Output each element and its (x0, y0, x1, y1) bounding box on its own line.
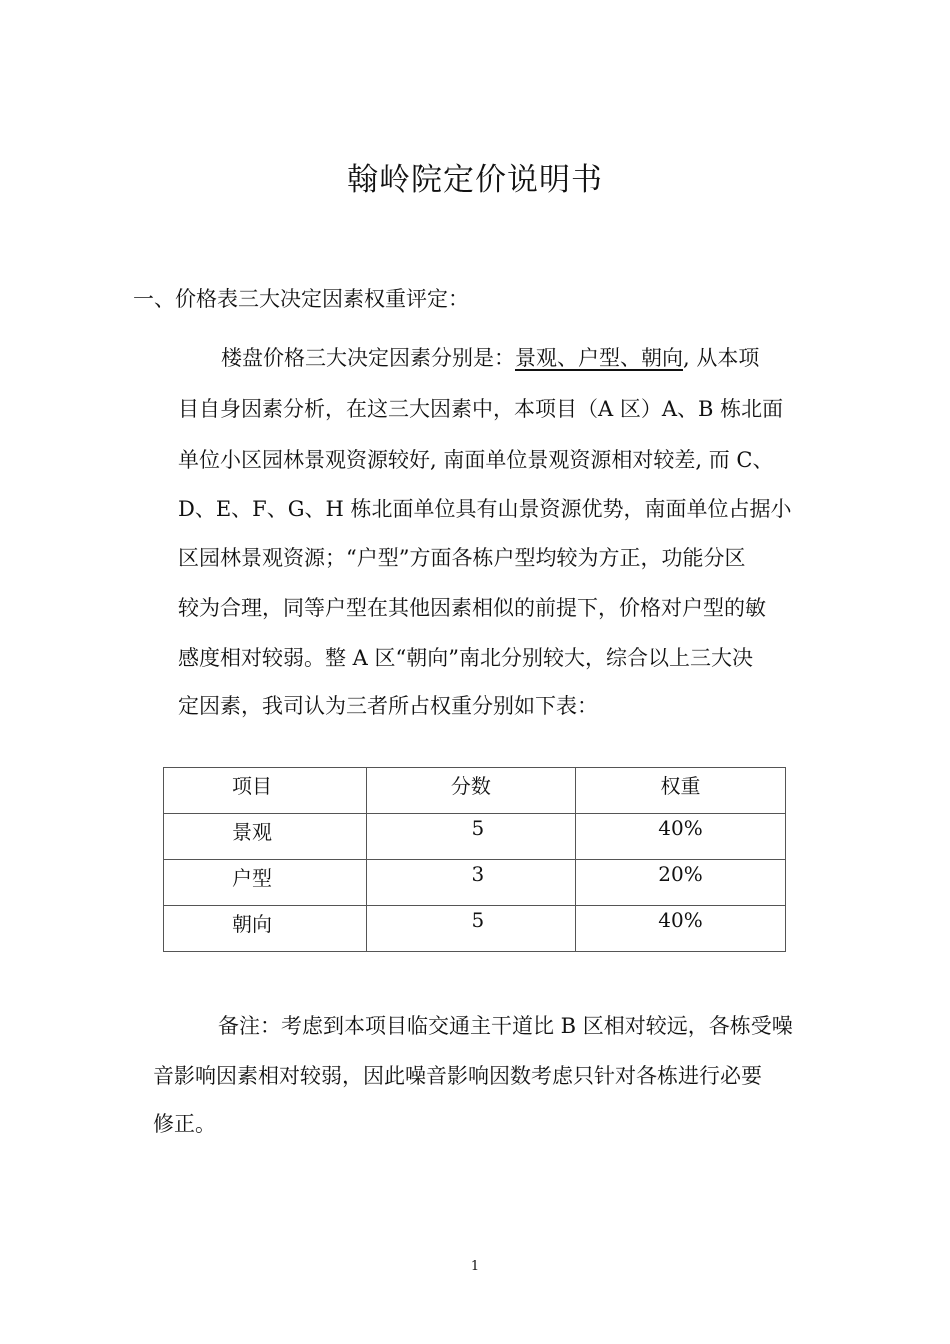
table-row (164, 814, 786, 860)
table-cell-text: 3 (471, 862, 485, 886)
paragraph-line: 区园林景观资源；“户型”方面各栋户型均较为方正，功能分区 (178, 546, 746, 570)
paragraph-text: , 从本项 (683, 346, 760, 370)
paragraph-line: 定因素，我司认为三者所占权重分别如下表： (178, 694, 598, 718)
table-cell: 户型 (164, 860, 367, 906)
paragraph-line: 目自身因素分析，在这三大因素中，本项目（A 区）A、B 栋北面 (178, 397, 784, 421)
table-cell (366, 906, 575, 952)
page-title: 翰岭院定价说明书 (347, 162, 603, 198)
paragraph-line: 较为合理，同等户型在其他因素相似的前提下，价格对户型的敏 (178, 596, 766, 620)
note-line: 备注：考虑到本项目临交通主干道比 B 区相对较远，各栋受噪 (218, 1014, 793, 1038)
table-cell (366, 860, 575, 906)
table-cell (576, 814, 786, 860)
underlined-factors: 景观、户型、朝向 (515, 346, 683, 370)
paragraph-text: 楼盘价格三大决定因素分别是： (221, 346, 515, 370)
table-cell-text: 5 (471, 816, 485, 840)
table-cell (366, 814, 575, 860)
table-cell-text: 40% (658, 816, 703, 840)
table-cell (576, 906, 786, 952)
table-header-cell (366, 768, 575, 814)
table-cell-text: 5 (471, 908, 485, 932)
table-cell: 景观 (164, 814, 367, 860)
table-header-cell (576, 768, 786, 814)
table-row (164, 860, 786, 906)
table-header-text: 权重 (660, 774, 701, 798)
weights-table (163, 767, 786, 952)
table-header-cell: 项目 (164, 768, 367, 814)
table-row (164, 906, 786, 952)
paragraph-line (221, 343, 759, 373)
table-header-row (164, 768, 786, 814)
table-cell-text: 40% (658, 908, 703, 932)
note-line: 音影响因素相对较弱，因此噪音影响因数考虑只针对各栋进行必要 (153, 1064, 762, 1088)
paragraph-line: D、E、F、G、H 栋北面单位具有山景资源优势，南面单位占据小 (178, 497, 792, 521)
paragraph-line: 单位小区园林景观资源较好, 南面单位景观资源相对较差, 而 C、 (178, 448, 774, 472)
table-header-text: 分数 (450, 774, 491, 798)
note-line: 修正。 (153, 1112, 216, 1136)
table-cell-text: 20% (658, 862, 703, 886)
section-heading: 一、价格表三大决定因素权重评定： (133, 287, 469, 311)
paragraph-line: 感度相对较弱。整 A 区“朝向”南北分别较大，综合以上三大决 (178, 646, 753, 670)
page-number: 1 (470, 1259, 480, 1274)
table-cell (576, 860, 786, 906)
table-cell: 朝向 (164, 906, 367, 952)
